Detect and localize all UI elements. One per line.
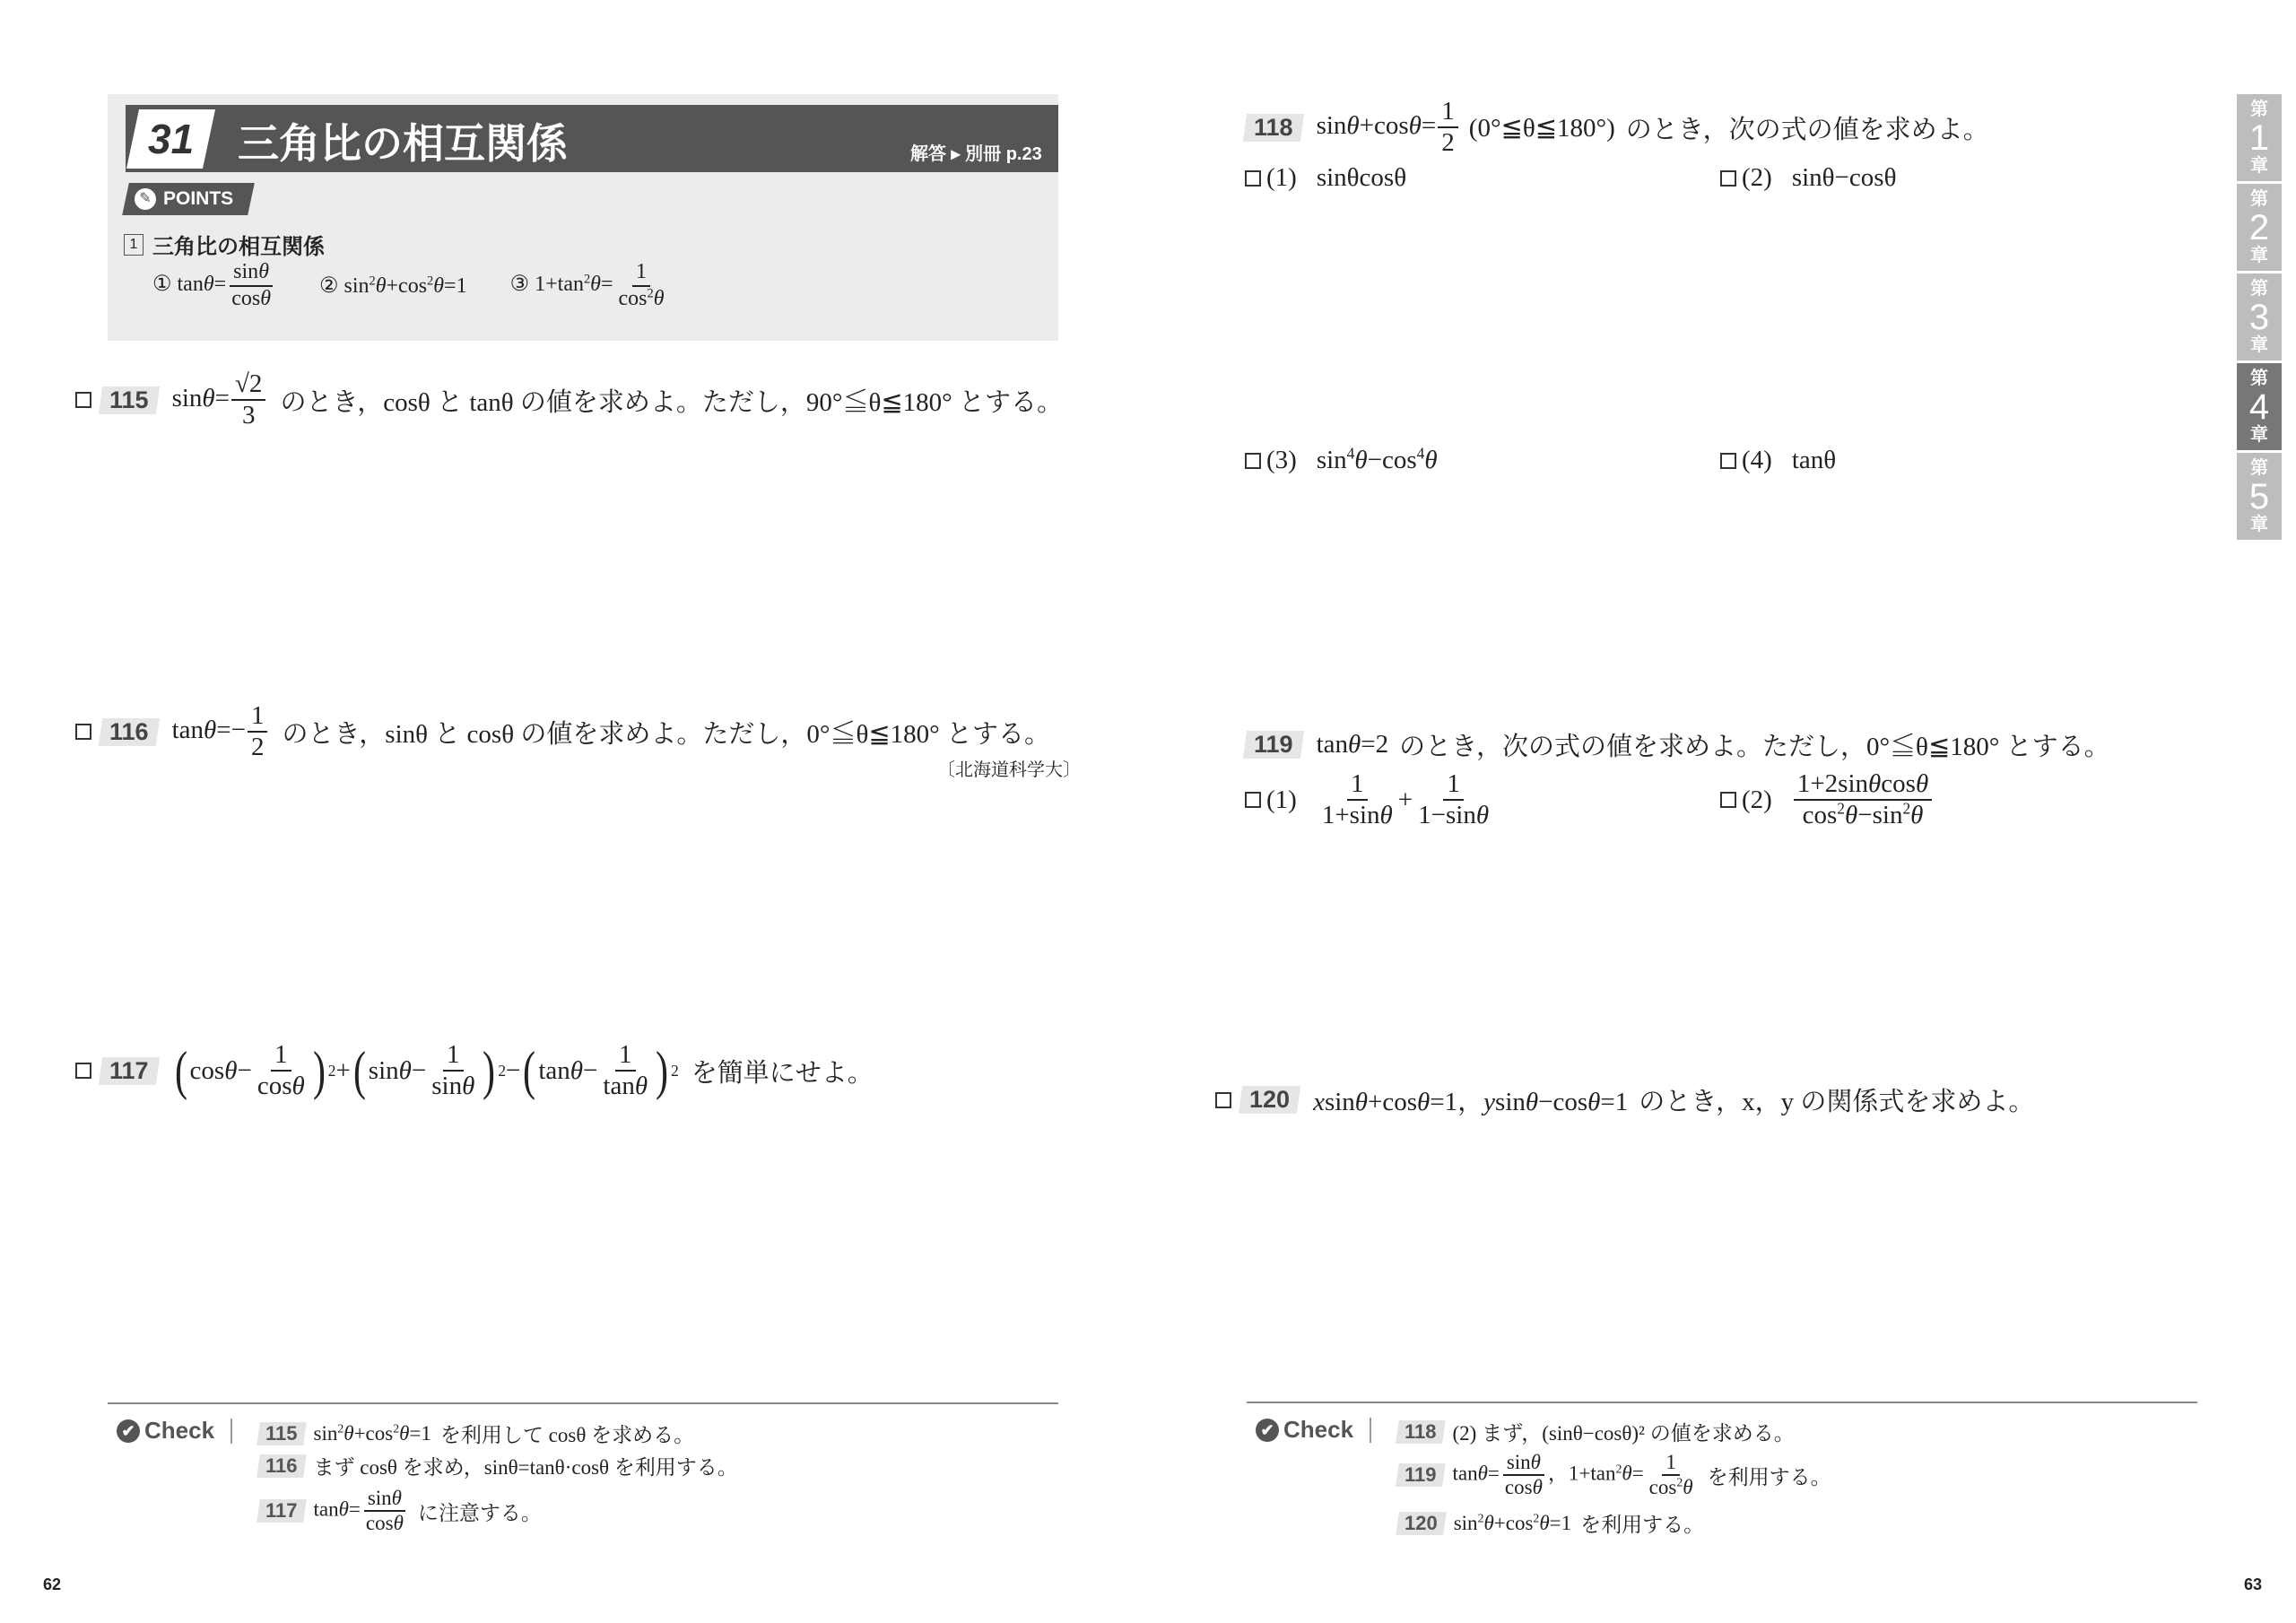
check-120: 120 $\sin^2\theta+\cos^2\theta=1$ を利用する。 bbox=[1397, 1508, 1704, 1538]
check-divider-left bbox=[108, 1402, 1058, 1404]
problem-120: 120 xsinθ+cosθ=1，ysinθ−cosθ=1 のとき，x，y の関係式を求めよ。 bbox=[1215, 1081, 2034, 1118]
problem-118-sub3: (3) $\sin^4\theta-\cos^4\theta$ bbox=[1245, 446, 1438, 475]
chapter-tab-2[interactable]: 第 2 章 bbox=[2237, 184, 2282, 271]
check-label-left: ✔ Check bbox=[117, 1417, 232, 1445]
problem-119-sub2: (2) $\frac{1+2\sin\theta\cos\theta}{\cos^2\theta-\sin^2\theta}$ bbox=[1720, 769, 1934, 831]
answer-ref: 解答 ▸ 別冊 p.23 bbox=[910, 144, 1042, 164]
points-label: ✎ POINTS bbox=[122, 183, 255, 215]
pencil-icon: ✎ bbox=[135, 188, 156, 210]
checkbox[interactable] bbox=[1245, 453, 1261, 469]
identity-formulas: ① tanθ= $\frac{\sin\theta}{\cos\theta}$ ② $\sin^2\theta+\cos^2\theta=1$ ③ $1+\tan^2\theta=$ $\frac{1}{\cos^2\theta}$ bbox=[152, 260, 665, 310]
check-divider-right bbox=[1247, 1402, 2197, 1403]
check-number: 115 bbox=[257, 1422, 306, 1445]
problem-number: 117 bbox=[99, 1057, 160, 1085]
checkbox[interactable] bbox=[1215, 1092, 1231, 1108]
chapter-tab-1[interactable]: 第 1 章 bbox=[2237, 94, 2282, 181]
problem-number: 118 bbox=[1243, 114, 1304, 142]
problem-number: 120 bbox=[1239, 1086, 1300, 1114]
checkbox[interactable] bbox=[1720, 453, 1736, 469]
check-icon: ✔ bbox=[117, 1419, 140, 1443]
chapter-tab-5[interactable]: 第 5 章 bbox=[2237, 453, 2282, 540]
chapter-tab-3[interactable]: 第 3 章 bbox=[2237, 273, 2282, 360]
problem-number: 116 bbox=[99, 718, 160, 746]
page-number-left: 62 bbox=[43, 1575, 62, 1593]
checkbox[interactable] bbox=[1720, 170, 1736, 187]
problem-source: 〔北海道科学大〕 bbox=[937, 760, 1081, 780]
points-item-header: 1 三角比の相互関係 bbox=[124, 229, 325, 260]
check-117: 117 tanθ= $\frac{\sin\theta}{\cos\theta}$ に注意する。 bbox=[258, 1487, 542, 1536]
check-115: 115 $\sin^2\theta+\cos^2\theta=1$ を利用して cosθ を求める。 bbox=[258, 1419, 694, 1448]
checkbox[interactable] bbox=[75, 1063, 91, 1079]
problem-118: 118 sinθ+cosθ= $\frac{1}{2}$ (0°≦θ≦180°) のとき，次の式の値を求めよ。 bbox=[1236, 97, 1989, 159]
check-119: 119 tanθ= $\frac{\sin\theta}{\cos\theta}$ ，$1+\tan^2\theta=$ $\frac{1}{\cos^2\theta}$ を利用する。 bbox=[1397, 1451, 1831, 1500]
problem-number: 115 bbox=[99, 386, 160, 414]
problem-118-sub4: (4) tanθ bbox=[1720, 446, 1836, 475]
section-title: 三角比の相互関係 bbox=[238, 120, 568, 167]
check-number: 120 bbox=[1396, 1512, 1446, 1535]
problem-119: 119 tanθ=2 のとき，次の式の値を求めよ。ただし，0°≦θ≦180° とする。 bbox=[1236, 726, 2110, 763]
problem-119-sub1: (1) $\frac{1}{1+\sin\theta}$ + $\frac{1}{1-\sin\theta}$ bbox=[1245, 769, 1494, 831]
checkbox[interactable] bbox=[75, 724, 91, 740]
checkbox[interactable] bbox=[1245, 170, 1261, 187]
problem-118-sub1: (1) sinθcosθ bbox=[1245, 163, 1406, 193]
checkbox[interactable] bbox=[75, 392, 91, 408]
problem-116: 116 tanθ=− $\frac{1}{2}$ のとき，sinθ と cosθ の値を求めよ。ただし，0°≦θ≦180° とする。 bbox=[75, 701, 1050, 763]
chapter-tab-4[interactable]: 第 4 章 bbox=[2237, 363, 2282, 450]
check-number: 117 bbox=[257, 1499, 306, 1523]
check-118: 118 (2) まず，(sinθ−cosθ)² の値を求める。 bbox=[1397, 1417, 1795, 1446]
check-116: 116 まず cosθ を求め，sinθ=tanθ·cosθ を利用する。 bbox=[258, 1451, 738, 1480]
checkbox[interactable] bbox=[1245, 792, 1261, 808]
problem-118-sub2: (2) sinθ−cosθ bbox=[1720, 163, 1896, 193]
problem-115: 115 sinθ= $\frac{√2}{3}$ のとき，cosθ と tanθ の値を求めよ。ただし，90°≦θ≦180° とする。 bbox=[75, 369, 1063, 431]
check-icon: ✔ bbox=[1256, 1419, 1279, 1442]
problem-117: 117 ( cos θ − $\frac{1}{\cos\theta}$ ) 2 + ( sin θ − $\frac{1}{\sin\theta}$ ) 2 − ( tan θ − $\frac{1}{\tan\theta}$ ) 2 を簡単にせよ。 bbox=[75, 1040, 874, 1102]
problem-number: 119 bbox=[1243, 731, 1304, 759]
section-number: 31 bbox=[126, 109, 215, 169]
check-number: 116 bbox=[257, 1454, 306, 1478]
check-number: 118 bbox=[1396, 1420, 1445, 1444]
page-number-right: 63 bbox=[2244, 1575, 2263, 1593]
checkbox[interactable] bbox=[1720, 792, 1736, 808]
check-number: 119 bbox=[1396, 1463, 1445, 1487]
check-label-right: ✔ Check bbox=[1256, 1416, 1371, 1444]
